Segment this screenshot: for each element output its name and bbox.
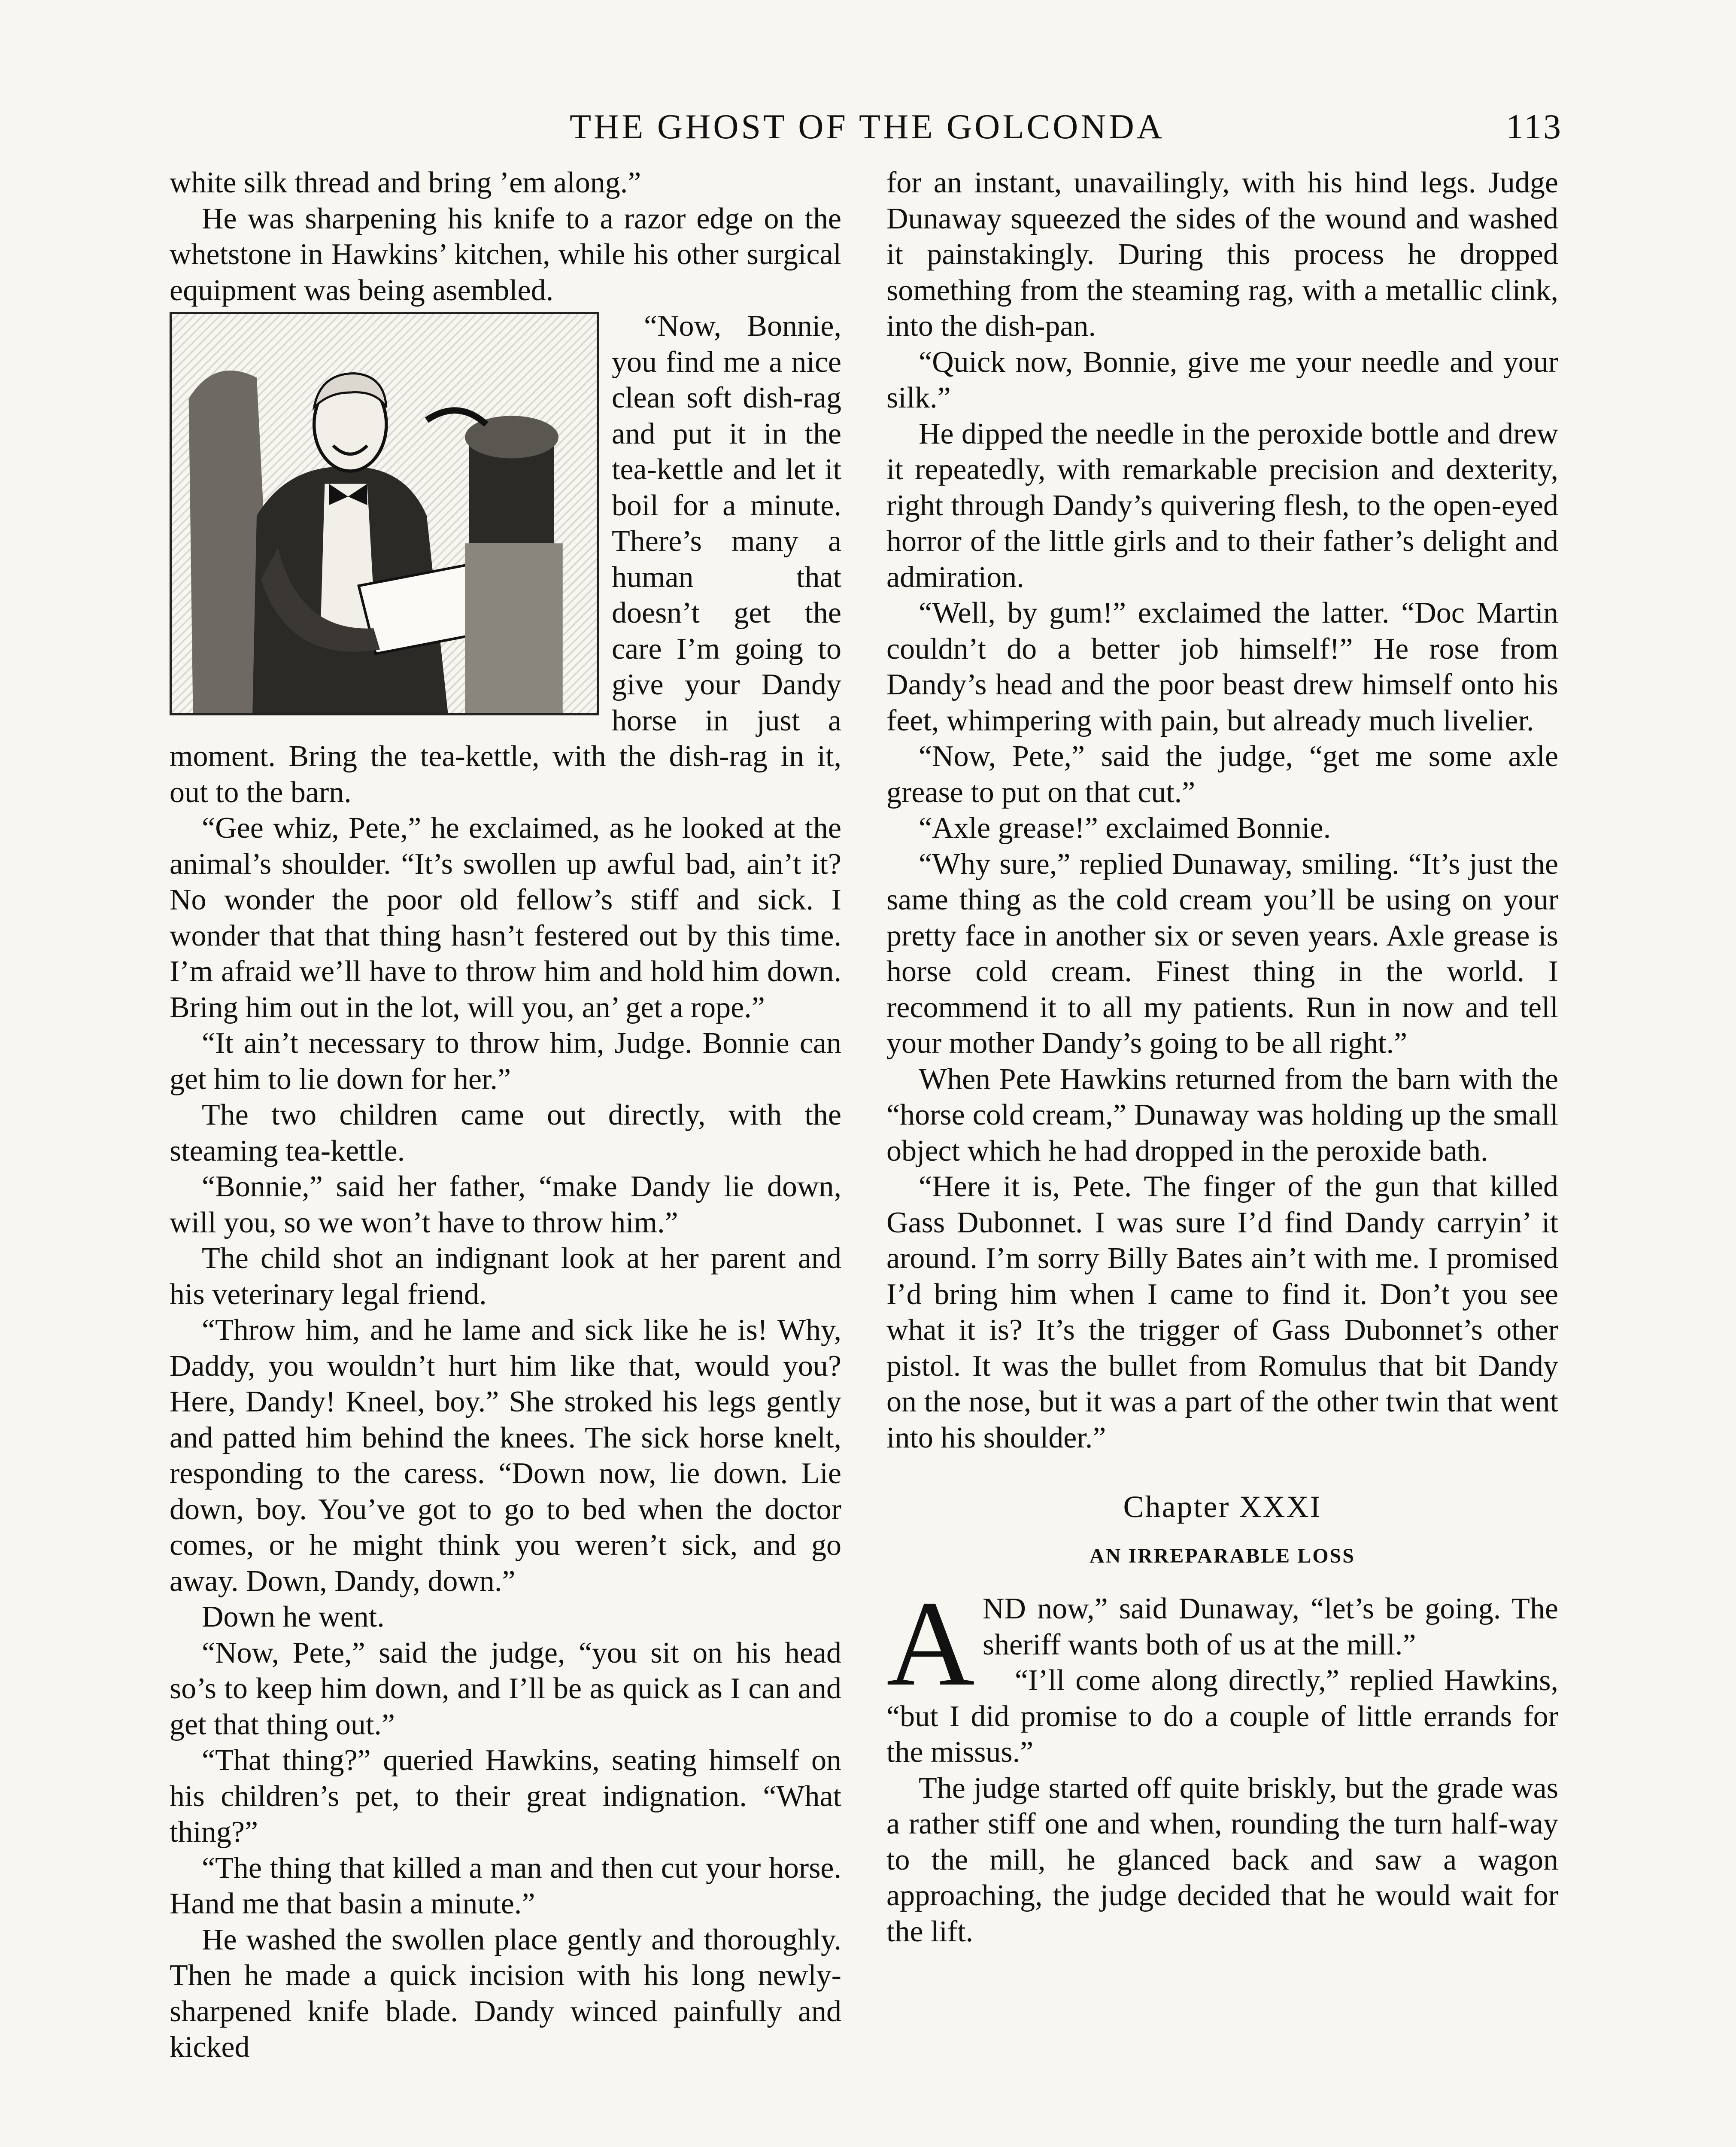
page-number: 113 [1506, 107, 1563, 146]
paragraph: “Bonnie,” said her father, “make Dandy lie down, will you, so we won’t have to throw him.” [170, 1170, 841, 1239]
paragraph: “Here it is, Pete. The finger of the gun that killed Gass Dubonnet. I was sure I’d find Dandy carryin’ it around. I’m sorry Billy Bates ain’t with me. I promised I’d bring him when I came to find it. Don’t you see what it is? It’s the trigger of Gass Dubonnet’s other pistol. It was the bullet from Romulus that bit Dandy on the nose, but it was a part of the other twin that went into his shoulder.” [886, 1170, 1558, 1454]
running-header [172, 103, 1563, 150]
paragraph: He dipped the needle in the peroxide bottle and drew it repeatedly, with remarkable precision and dexterity, right through Dandy’s quivering flesh, to the open-eyed horror of the little girls and to their father’s delight and admiration. [886, 417, 1558, 594]
paragraph: “Well, by gum!” exclaimed the latter. “Doc Martin couldn’t do a better job himself!” He rose from Dandy’s head and the poor beast drew himself onto his feet, whimpering with pain, but already much livelier. [886, 596, 1558, 737]
paragraph: “Throw him, and he lame and sick like he is! Why, Daddy, you wouldn’t hurt him like that, would you? Here, Dandy! Kneel, boy.” She stroked his legs gently and patted him behind the knees. The sick horse knelt, responding to the caress. “Down now, lie down. Lie down, boy. You’ve got to go to bed when the doctor comes, or he might think you weren’t sick, and go away. Down, Dandy, down.” [170, 1314, 841, 1598]
paragraph: The two children came out directly, with the steaming tea-kettle. [170, 1098, 841, 1168]
paragraph: “I’ll come along directly,” replied Hawkins, “but I did promise to do a couple of little errands for the missus.” [886, 1664, 1558, 1769]
paragraph: “Axle grease!” exclaimed Bonnie. [919, 812, 1331, 845]
drop-cap: A [886, 1575, 975, 1711]
illustration-judge-reading [170, 312, 599, 715]
paragraph: When Pete Hawkins returned from the barn with the “horse cold cream,” Dunaway was holding up the small object which he had dropped in the peroxide bath. [886, 1062, 1558, 1168]
paragraph: “Why sure,” replied Dunaway, smiling. “It’s just the same thing as the cold cream you’ll be using on your pretty face in another six or seven years. Axle grease is horse cold cream. Finest thing in the world. I recommend it to all my patients. Run in now and tell your mother Dandy’s going to be all right.” [886, 847, 1558, 1060]
paragraph: Down he went. [202, 1600, 385, 1633]
illustration-drawing [172, 314, 597, 713]
chapter-subtitle: AN IRREPARABLE LOSS [1090, 1544, 1355, 1567]
paragraph-text: ND now,” said Dunaway, “let’s be going. The sheriff wants both of us at the mill.” [982, 1592, 1558, 1661]
paragraph: for an instant, unavailingly, with his hind legs. Judge Dunaway squeezed the sides of the wound and washed it painstakingly. During this process he dropped something from the steaming rag, with a metallic clink, into the dish-pan. [886, 166, 1558, 343]
paragraph: “Quick now, Bonnie, give me your needle and your silk.” [886, 345, 1558, 414]
chapter-opening-paragraph [886, 1575, 1558, 1711]
chapter-title: Chapter XXXI [1123, 1490, 1322, 1524]
paragraph: He was sharpening his knife to a razor edge on the whetstone in Hawkins’ kitchen, while his other surgical equipment was being asembled. [170, 202, 841, 307]
right-column [886, 165, 1558, 1949]
paragraph: “That thing?” queried Hawkins, seating himself on his children’s pet, to their great indignation. “What thing?” [170, 1744, 841, 1849]
paragraph: “Gee whiz, Pete,” he exclaimed, as he looked at the animal’s shoulder. “It’s swollen up awful bad, ain’t it? No wonder the poor old fellow’s stiff and sick. I wonder that that thing hasn’t festered out by this time. I’m afraid we’ll have to throw him and hold him down. Bring him out in the lot, will you, an’ get a rope.” [170, 812, 841, 1024]
paragraph: “Now, Pete,” said the judge, “get me some axle grease to put on that cut.” [886, 740, 1558, 809]
paragraph: “Now, Pete,” said the judge, “you sit on his head so’s to keep him down, and I’ll be as quick as I can and get that thing out.” [170, 1636, 841, 1741]
running-title: THE GHOST OF THE GOLCONDA [569, 107, 1165, 146]
left-column [170, 165, 841, 2065]
paragraph: The judge started off quite briskly, but the grade was a rather stiff one and when, rounding the turn half-way to the mill, he glanced back and saw a wagon approaching, the judge decided that he would wait for the lift. [886, 1771, 1558, 1948]
paragraph: “Now, Bonnie, you find me a nice clean soft dish-rag and put it in the tea-kettle and let it boil for a minute. There’s many a human that doesn’t get the care I’m going to give your Dandy horse in just a moment. Bring the tea-kettle, with the dish-rag in it, out to the barn. [170, 310, 841, 809]
paragraph: “It ain’t necessary to throw him, Judge. Bonnie can get him to lie down for her.” [170, 1027, 841, 1096]
paragraph: “The thing that killed a man and then cut your horse. Hand me that basin a minute.” [170, 1851, 841, 1920]
paragraph: white silk thread and bring ’em along.” [170, 166, 641, 199]
paragraph: The child shot an indignant look at her parent and his veterinary legal friend. [170, 1242, 841, 1311]
paragraph: He washed the swollen place gently and thoroughly. Then he made a quick incision with his long newly-sharpened knife blade. Dandy winced painfully and kicked [170, 1923, 841, 2064]
